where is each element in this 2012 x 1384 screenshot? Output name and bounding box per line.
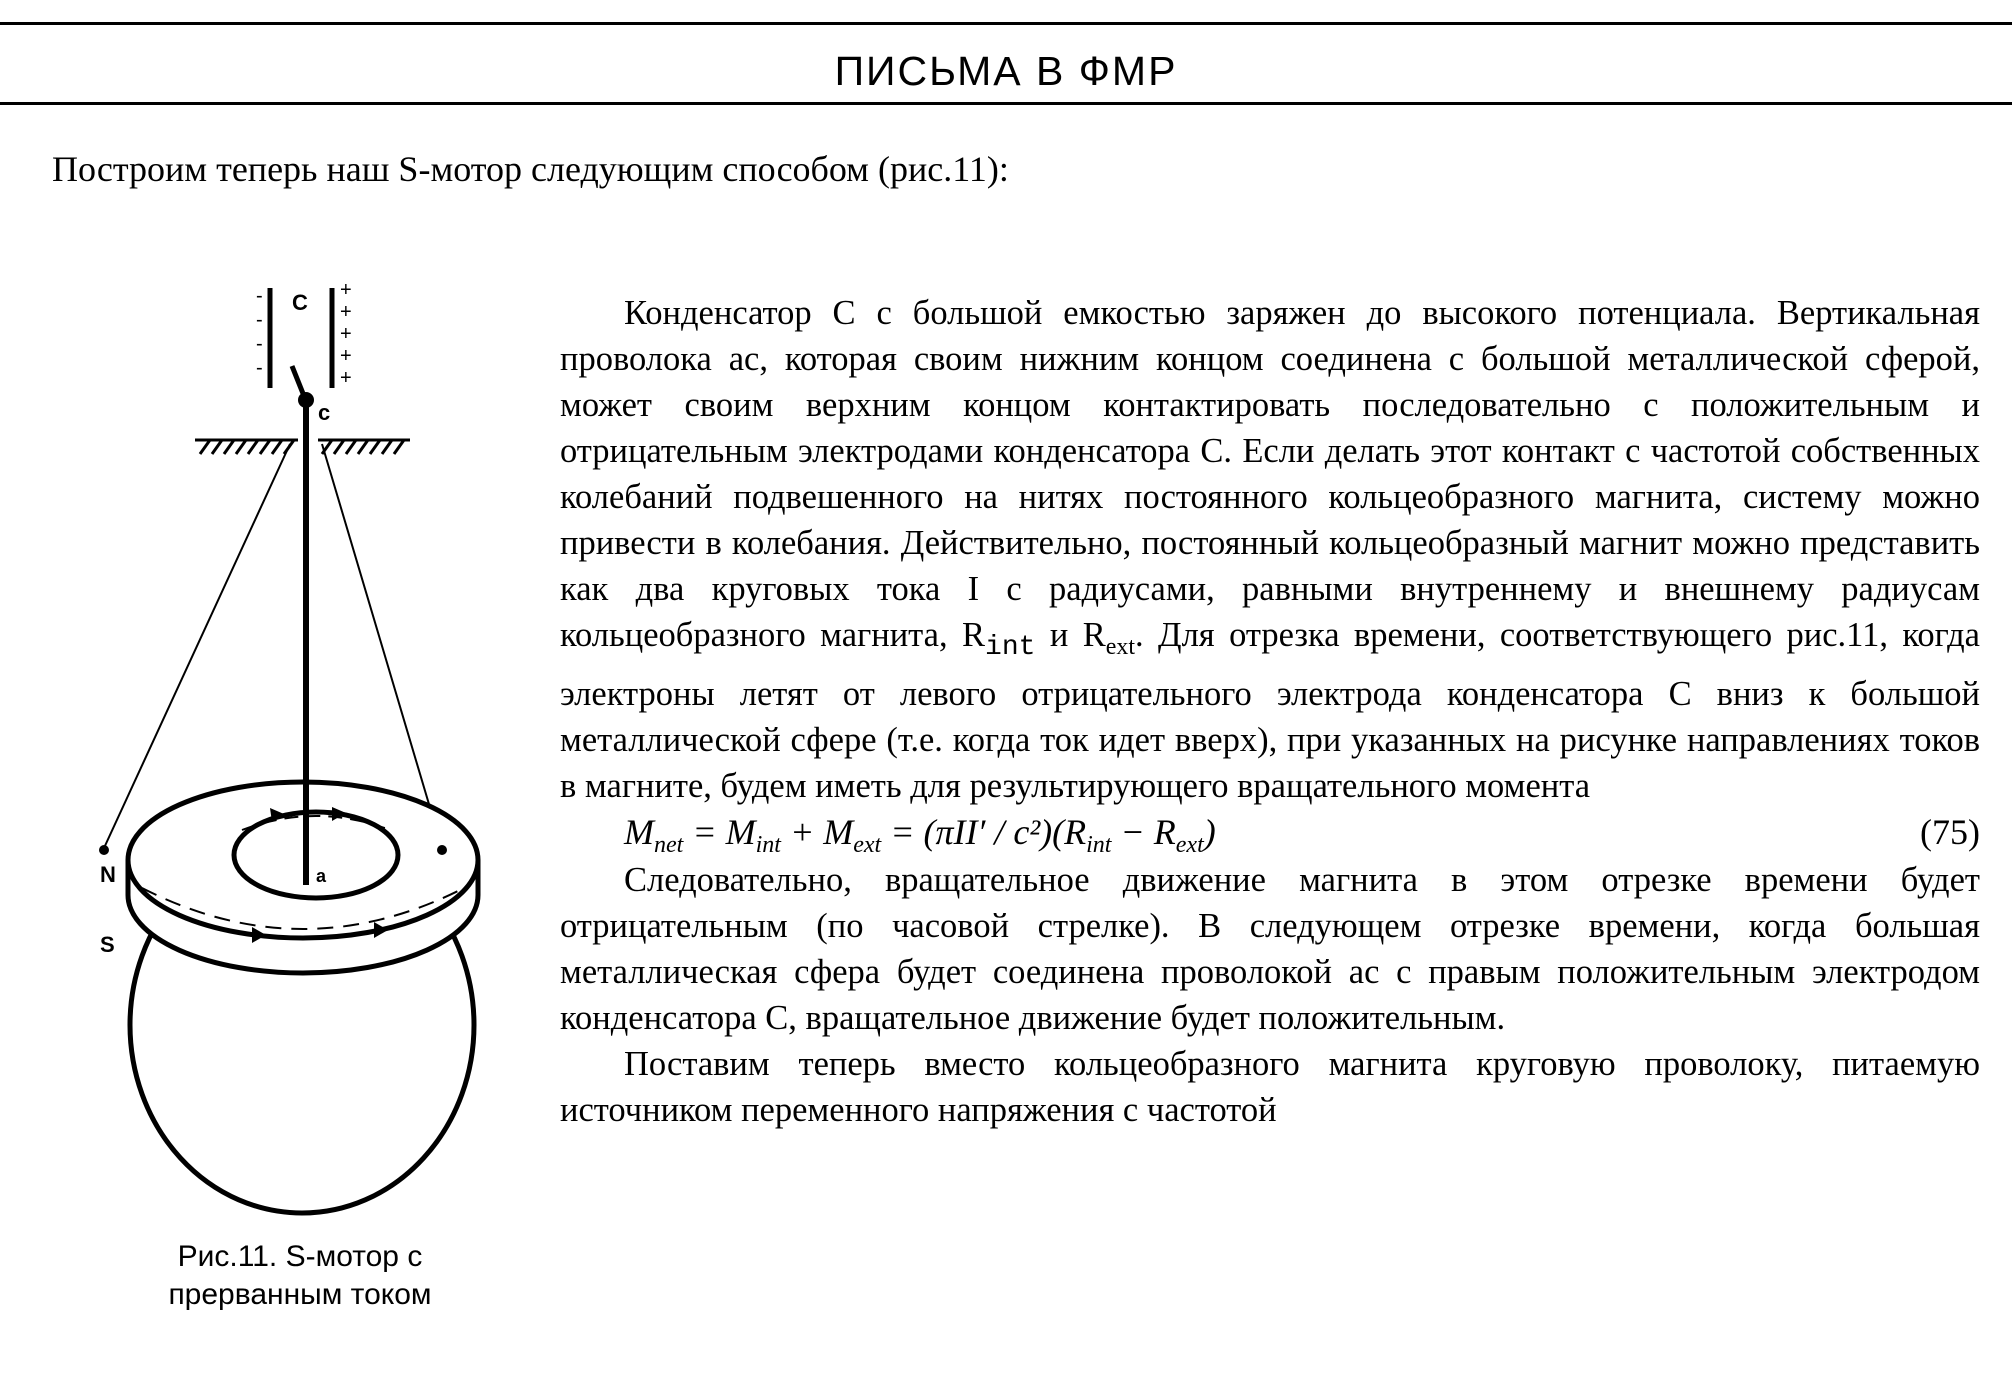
minus-sign-3: - (256, 333, 263, 355)
contact-label: c (318, 400, 331, 425)
minus-sign-2: - (256, 309, 263, 331)
caption-line-2: прерванным током (168, 1278, 432, 1311)
south-pole-label: S (100, 932, 115, 957)
plus-sign-1: + (340, 279, 352, 301)
equation-formula: $M_{net} = M_{int} + M_{ext} = (\pi II' / c^2)(R_{int} - R_{ext})$ (624, 812, 1216, 858)
minus-sign-1: - (256, 285, 263, 307)
plus-sign-4: + (340, 345, 352, 367)
figure-s-motor (70, 270, 550, 1220)
r-int-subscript: int (985, 632, 1036, 663)
thread-anchor-right (437, 845, 447, 855)
equation-75 (560, 809, 1980, 857)
plus-sign-2: + (340, 301, 352, 323)
figure-caption (120, 1238, 480, 1314)
plus-sign-5: + (340, 367, 352, 389)
top-rule (0, 22, 2012, 25)
equation-number: (75) (1920, 812, 1980, 852)
north-pole-label: N (100, 862, 116, 887)
paragraph-2: Следовательно, вращательное движение магнита в этом отрезке времени будет отрицательным (по часовой стрелке). В следующем отрезке времени, когда большая металлическая сфера будет соединена проволокой ас с правым положительным электродом конденсатора С, вращательное движение будет положительным. (560, 861, 1980, 1037)
minus-sign-4: - (256, 357, 263, 379)
paragraph-1: Конденсатор С с большой емкостью заряжен до высокого потенциала. Вертикальная проволока ас, которая своим нижним концом соединена с большой металлической сферой, может своим верхним концом контактировать последовательно с положительным и отрицательным электродами конденсатора С. Если делать этот контакт с частотой собственных колебаний подвешенного на нитях постоянного кольцеобразного магнита, систему можно привести в колебания. Действительно, постоянный кольцеобразный магнит можно представить как два круговых тока I с радиусами, равными внутреннему и внешнему радиусам кольцеобразного магнита, $R_{int}$ и $R_{ext}$. Для отрезка времени, соответствующего рис.11, когда электроны летят от левого отрицательного электрода конденсатора С вниз к большой металлической сфере (т.е. когда ток идет вверх), при указанных на рисунке направлениях токов в магните, будем иметь для результирующего вращательного момента (560, 294, 1980, 805)
plus-sign-3: + (340, 323, 352, 345)
contact-lever (292, 366, 304, 396)
thread-anchor-left (99, 845, 109, 855)
intro-sentence: Построим теперь наш S-мотор следующим способом (рис.11): (52, 149, 1009, 189)
caption-line-1: Рис.11. S-мотор с (177, 1240, 423, 1273)
capacitor-label: C (292, 290, 308, 315)
wire-end-label: a (316, 866, 327, 886)
r-ext-subscript: ext (1105, 634, 1136, 660)
paragraph-3: Поставим теперь вместо кольцеобразного магнита круговую проволоку, питаемую источником переменного напряжения с частотой (560, 1045, 1980, 1129)
journal-header: ПИСЬМА В ФМР (834, 48, 1178, 94)
ceiling-support (195, 440, 410, 454)
header-rule (0, 102, 2012, 105)
body-text (560, 290, 1980, 1133)
